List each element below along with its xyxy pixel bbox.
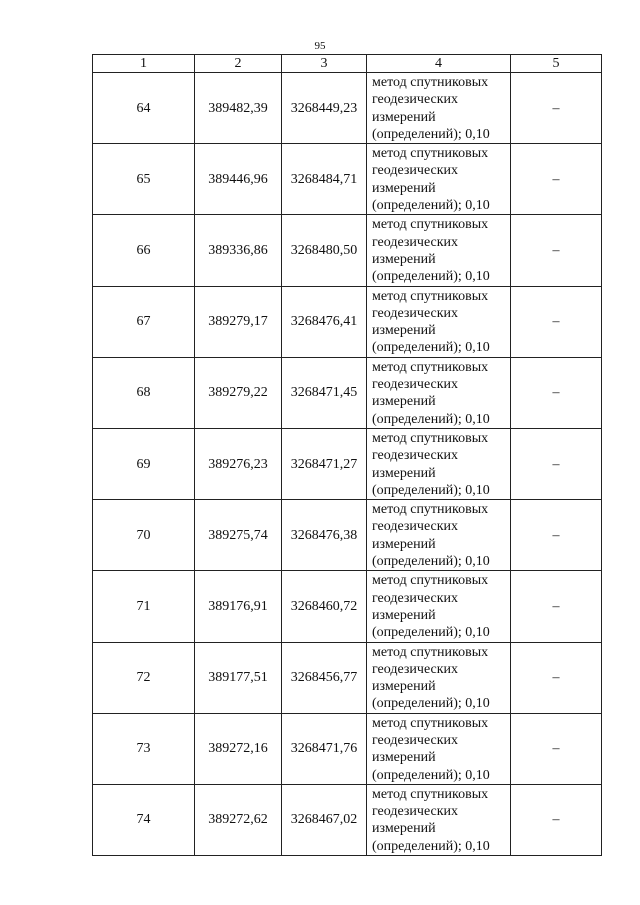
- method-line: геодезических: [372, 519, 459, 535]
- method-cell: [367, 428, 511, 499]
- method-line: (определений); 0,10: [372, 269, 490, 285]
- coordinate-y-cell: 3268460,72: [282, 571, 367, 642]
- coordinate-y-cell: 3268449,23: [282, 73, 367, 144]
- point-number-cell: 64: [93, 73, 195, 144]
- table-row: [93, 713, 602, 784]
- method-line: метод спутниковых: [372, 786, 489, 802]
- method-line: (определений); 0,10: [372, 340, 490, 356]
- coordinate-x-cell: 389336,86: [195, 215, 282, 286]
- note-cell: –: [511, 713, 602, 784]
- method-line: геодезических: [372, 804, 459, 820]
- column-header: 5: [511, 55, 602, 73]
- method-cell: [367, 784, 511, 855]
- coordinate-y-cell: 3268476,41: [282, 286, 367, 357]
- coordinate-y-cell: 3268480,50: [282, 215, 367, 286]
- method-line: геодезических: [372, 377, 459, 393]
- method-line: метод спутниковых: [372, 146, 489, 162]
- method-line: метод спутниковых: [372, 217, 489, 233]
- method-line: (определений); 0,10: [372, 625, 490, 641]
- method-line: метод спутниковых: [372, 644, 489, 660]
- method-line: измерений: [372, 750, 436, 766]
- coordinate-x-cell: 389272,62: [195, 784, 282, 855]
- table-row: [93, 73, 602, 144]
- table-row: [93, 144, 602, 215]
- note-cell: –: [511, 571, 602, 642]
- method-cell: [367, 144, 511, 215]
- method-line: (определений); 0,10: [372, 696, 490, 712]
- table-row: [93, 571, 602, 642]
- page-number: 95: [314, 40, 326, 52]
- method-line: измерений: [372, 679, 436, 695]
- method-line: геодезических: [372, 234, 459, 250]
- coordinate-y-cell: 3268476,38: [282, 500, 367, 571]
- method-line: метод спутниковых: [372, 715, 489, 731]
- coordinate-y-cell: 3268471,27: [282, 428, 367, 499]
- coordinates-table: [92, 54, 602, 856]
- method-line: геодезических: [372, 163, 459, 179]
- point-number-cell: 70: [93, 500, 195, 571]
- note-cell: –: [511, 784, 602, 855]
- table-row: [93, 215, 602, 286]
- coordinate-y-cell: 3268471,76: [282, 713, 367, 784]
- note-cell: –: [511, 144, 602, 215]
- coordinate-x-cell: 389279,22: [195, 357, 282, 428]
- method-line: (определений); 0,10: [372, 838, 490, 854]
- point-number-cell: 66: [93, 215, 195, 286]
- method-line: геодезических: [372, 661, 459, 677]
- table-header-row: [93, 55, 602, 73]
- method-line: (определений); 0,10: [372, 554, 490, 570]
- method-line: измерений: [372, 394, 436, 410]
- point-number-cell: 72: [93, 642, 195, 713]
- method-line: метод спутниковых: [372, 573, 489, 589]
- method-cell: [367, 73, 511, 144]
- coordinate-x-cell: 389276,23: [195, 428, 282, 499]
- method-line: измерений: [372, 251, 436, 267]
- note-cell: –: [511, 286, 602, 357]
- method-line: измерений: [372, 607, 436, 623]
- coordinate-x-cell: 389446,96: [195, 144, 282, 215]
- method-line: метод спутниковых: [372, 430, 489, 446]
- method-line: измерений: [372, 180, 436, 196]
- coordinate-x-cell: 389275,74: [195, 500, 282, 571]
- point-number-cell: 74: [93, 784, 195, 855]
- column-header: 4: [367, 55, 511, 73]
- method-line: измерений: [372, 465, 436, 481]
- point-number-cell: 67: [93, 286, 195, 357]
- method-line: метод спутниковых: [372, 359, 489, 375]
- table-row: [93, 500, 602, 571]
- method-line: метод спутниковых: [372, 288, 489, 304]
- point-number-cell: 73: [93, 713, 195, 784]
- method-line: геодезических: [372, 448, 459, 464]
- method-line: геодезических: [372, 590, 459, 606]
- method-cell: [367, 357, 511, 428]
- note-cell: –: [511, 215, 602, 286]
- method-line: (определений); 0,10: [372, 411, 490, 427]
- note-cell: –: [511, 500, 602, 571]
- method-cell: [367, 286, 511, 357]
- method-cell: [367, 215, 511, 286]
- point-number-cell: 65: [93, 144, 195, 215]
- method-line: (определений); 0,10: [372, 198, 490, 214]
- method-cell: [367, 642, 511, 713]
- method-cell: [367, 571, 511, 642]
- table-row: [93, 357, 602, 428]
- table-row: [93, 286, 602, 357]
- method-cell: [367, 500, 511, 571]
- method-line: (определений); 0,10: [372, 482, 490, 498]
- coordinate-x-cell: 389176,91: [195, 571, 282, 642]
- method-line: метод спутниковых: [372, 75, 489, 90]
- method-cell: [367, 713, 511, 784]
- method-line: измерений: [372, 109, 436, 125]
- point-number-cell: 69: [93, 428, 195, 499]
- note-cell: –: [511, 73, 602, 144]
- coordinate-x-cell: 389482,39: [195, 73, 282, 144]
- method-line: метод спутниковых: [372, 502, 489, 518]
- method-line: геодезических: [372, 732, 459, 748]
- method-line: измерений: [372, 821, 436, 837]
- point-number-cell: 71: [93, 571, 195, 642]
- column-header: 2: [195, 55, 282, 73]
- point-number-cell: 68: [93, 357, 195, 428]
- coordinate-x-cell: 389272,16: [195, 713, 282, 784]
- note-cell: –: [511, 642, 602, 713]
- method-line: (определений); 0,10: [372, 126, 490, 142]
- coordinate-y-cell: 3268471,45: [282, 357, 367, 428]
- coordinate-y-cell: 3268456,77: [282, 642, 367, 713]
- method-line: геодезических: [372, 92, 459, 108]
- method-line: измерений: [372, 536, 436, 552]
- method-line: измерений: [372, 323, 436, 339]
- coordinate-y-cell: 3268467,02: [282, 784, 367, 855]
- method-line: геодезических: [372, 305, 459, 321]
- table-row: [93, 642, 602, 713]
- note-cell: –: [511, 428, 602, 499]
- coordinate-x-cell: 389279,17: [195, 286, 282, 357]
- column-header: 1: [93, 55, 195, 73]
- column-header: 3: [282, 55, 367, 73]
- method-line: (определений); 0,10: [372, 767, 490, 783]
- coordinate-y-cell: 3268484,71: [282, 144, 367, 215]
- table-row: [93, 784, 602, 855]
- table-row: [93, 428, 602, 499]
- coordinate-x-cell: 389177,51: [195, 642, 282, 713]
- note-cell: –: [511, 357, 602, 428]
